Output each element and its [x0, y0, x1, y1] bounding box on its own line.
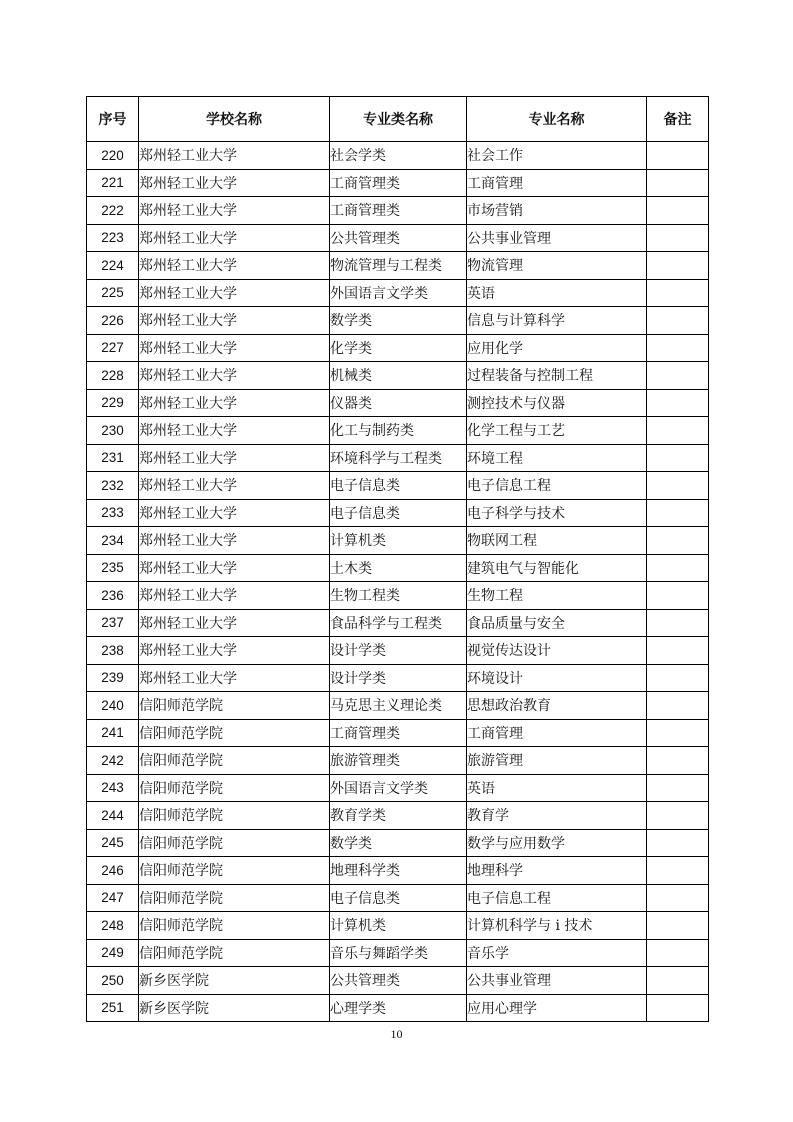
remarks-cell	[647, 802, 709, 830]
major-name-cell: 环境设计	[467, 664, 647, 692]
school-name-cell: 信阳师范学院	[139, 884, 330, 912]
header-major-category: 专业类名称	[330, 97, 467, 142]
table-row	[87, 719, 709, 747]
school-name-cell: 新乡医学院	[139, 967, 330, 995]
index-cell: 238	[87, 637, 139, 665]
remarks-cell	[647, 692, 709, 720]
major-category-cell: 计算机类	[330, 912, 467, 940]
remarks-cell	[647, 417, 709, 445]
table-row	[87, 637, 709, 665]
index-cell: 241	[87, 719, 139, 747]
major-category-cell: 心理学类	[330, 994, 467, 1022]
major-name-cell: 化学工程与工艺	[467, 417, 647, 445]
major-name-cell: 英语	[467, 774, 647, 802]
index-cell: 239	[87, 664, 139, 692]
table-row	[87, 279, 709, 307]
remarks-cell	[647, 307, 709, 335]
remarks-cell	[647, 747, 709, 775]
remarks-cell	[647, 719, 709, 747]
table-row	[87, 444, 709, 472]
index-cell: 237	[87, 609, 139, 637]
index-cell: 243	[87, 774, 139, 802]
table-row	[87, 334, 709, 362]
remarks-cell	[647, 362, 709, 390]
index-cell: 220	[87, 142, 139, 170]
remarks-cell	[647, 967, 709, 995]
major-category-cell: 工商管理类	[330, 197, 467, 225]
school-name-cell: 郑州轻工业大学	[139, 197, 330, 225]
major-category-cell: 土木类	[330, 554, 467, 582]
remarks-cell	[647, 912, 709, 940]
major-name-cell: 电子信息工程	[467, 884, 647, 912]
major-name-cell: 公共事业管理	[467, 967, 647, 995]
major-category-cell: 数学类	[330, 829, 467, 857]
table-row	[87, 169, 709, 197]
school-name-cell: 郑州轻工业大学	[139, 169, 330, 197]
remarks-cell	[647, 197, 709, 225]
table-row	[87, 499, 709, 527]
major-name-cell: 电子科学与技术	[467, 499, 647, 527]
index-cell: 248	[87, 912, 139, 940]
index-cell: 227	[87, 334, 139, 362]
major-name-cell: 电子信息工程	[467, 472, 647, 500]
major-name-cell: 工商管理	[467, 719, 647, 747]
major-category-cell: 生物工程类	[330, 582, 467, 610]
major-category-cell: 工商管理类	[330, 169, 467, 197]
major-category-cell: 社会学类	[330, 142, 467, 170]
remarks-cell	[647, 444, 709, 472]
table-row	[87, 884, 709, 912]
remarks-cell	[647, 829, 709, 857]
school-name-cell: 信阳师范学院	[139, 857, 330, 885]
table-header-row	[87, 97, 709, 142]
header-major-name: 专业名称	[467, 97, 647, 142]
index-cell: 233	[87, 499, 139, 527]
table-row	[87, 857, 709, 885]
table-row	[87, 417, 709, 445]
major-name-cell: 环境工程	[467, 444, 647, 472]
remarks-cell	[647, 169, 709, 197]
major-name-cell: 建筑电气与智能化	[467, 554, 647, 582]
table-row	[87, 307, 709, 335]
table-row	[87, 472, 709, 500]
table-row	[87, 142, 709, 170]
index-cell: 236	[87, 582, 139, 610]
school-name-cell: 信阳师范学院	[139, 912, 330, 940]
table-row	[87, 362, 709, 390]
major-category-cell: 环境科学与工程类	[330, 444, 467, 472]
table-row	[87, 967, 709, 995]
remarks-cell	[647, 142, 709, 170]
remarks-cell	[647, 609, 709, 637]
school-name-cell: 郑州轻工业大学	[139, 554, 330, 582]
major-category-cell: 食品科学与工程类	[330, 609, 467, 637]
remarks-cell	[647, 664, 709, 692]
major-category-cell: 机械类	[330, 362, 467, 390]
school-name-cell: 郑州轻工业大学	[139, 444, 330, 472]
school-name-cell: 信阳师范学院	[139, 829, 330, 857]
page-number: 10	[390, 1027, 403, 1041]
remarks-cell	[647, 857, 709, 885]
school-name-cell: 郑州轻工业大学	[139, 527, 330, 555]
remarks-cell	[647, 527, 709, 555]
table-body	[87, 142, 709, 1022]
school-name-cell: 郑州轻工业大学	[139, 307, 330, 335]
table-row	[87, 554, 709, 582]
school-name-cell: 郑州轻工业大学	[139, 637, 330, 665]
table-row	[87, 527, 709, 555]
table-row	[87, 774, 709, 802]
index-cell: 221	[87, 169, 139, 197]
table-row	[87, 912, 709, 940]
school-name-cell: 郑州轻工业大学	[139, 582, 330, 610]
index-cell: 232	[87, 472, 139, 500]
major-name-cell: 英语	[467, 279, 647, 307]
major-category-cell: 音乐与舞蹈学类	[330, 939, 467, 967]
major-category-cell: 工商管理类	[330, 719, 467, 747]
table-row	[87, 224, 709, 252]
table-row	[87, 197, 709, 225]
major-category-cell: 设计学类	[330, 664, 467, 692]
major-name-cell: 音乐学	[467, 939, 647, 967]
remarks-cell	[647, 582, 709, 610]
school-name-cell: 郑州轻工业大学	[139, 472, 330, 500]
major-name-cell: 物联网工程	[467, 527, 647, 555]
index-cell: 223	[87, 224, 139, 252]
table-row	[87, 609, 709, 637]
major-category-cell: 电子信息类	[330, 884, 467, 912]
index-cell: 250	[87, 967, 139, 995]
major-name-cell: 计算机科学与 i 技术	[467, 912, 647, 940]
index-cell: 234	[87, 527, 139, 555]
major-name-cell: 工商管理	[467, 169, 647, 197]
major-name-cell: 物流管理	[467, 252, 647, 280]
index-cell: 235	[87, 554, 139, 582]
major-category-cell: 公共管理类	[330, 967, 467, 995]
remarks-cell	[647, 252, 709, 280]
table-row	[87, 802, 709, 830]
table-row	[87, 829, 709, 857]
remarks-cell	[647, 637, 709, 665]
school-name-cell: 新乡医学院	[139, 994, 330, 1022]
major-category-cell: 外国语言文学类	[330, 774, 467, 802]
major-name-cell: 应用心理学	[467, 994, 647, 1022]
table-row	[87, 582, 709, 610]
school-name-cell: 信阳师范学院	[139, 939, 330, 967]
remarks-cell	[647, 279, 709, 307]
major-name-cell: 市场营销	[467, 197, 647, 225]
school-name-cell: 郑州轻工业大学	[139, 664, 330, 692]
index-cell: 229	[87, 389, 139, 417]
major-category-cell: 仪器类	[330, 389, 467, 417]
index-cell: 247	[87, 884, 139, 912]
school-name-cell: 信阳师范学院	[139, 774, 330, 802]
index-cell: 240	[87, 692, 139, 720]
major-category-cell: 化学类	[330, 334, 467, 362]
remarks-cell	[647, 554, 709, 582]
index-cell: 230	[87, 417, 139, 445]
major-name-cell: 旅游管理	[467, 747, 647, 775]
major-name-cell: 视觉传达设计	[467, 637, 647, 665]
school-name-cell: 郑州轻工业大学	[139, 389, 330, 417]
table-row	[87, 994, 709, 1022]
index-cell: 225	[87, 279, 139, 307]
school-name-cell: 郑州轻工业大学	[139, 499, 330, 527]
index-cell: 226	[87, 307, 139, 335]
majors-table	[86, 96, 709, 1022]
major-name-cell: 社会工作	[467, 142, 647, 170]
index-cell: 245	[87, 829, 139, 857]
major-category-cell: 数学类	[330, 307, 467, 335]
index-cell: 228	[87, 362, 139, 390]
table-row	[87, 664, 709, 692]
header-remarks: 备注	[647, 97, 709, 142]
remarks-cell	[647, 994, 709, 1022]
school-name-cell: 信阳师范学院	[139, 719, 330, 747]
school-name-cell: 郑州轻工业大学	[139, 252, 330, 280]
major-name-cell: 生物工程	[467, 582, 647, 610]
major-category-cell: 电子信息类	[330, 472, 467, 500]
major-name-cell: 数学与应用数学	[467, 829, 647, 857]
major-name-cell: 信息与计算科学	[467, 307, 647, 335]
index-cell: 224	[87, 252, 139, 280]
index-cell: 242	[87, 747, 139, 775]
major-category-cell: 教育学类	[330, 802, 467, 830]
table-row	[87, 747, 709, 775]
major-name-cell: 过程装备与控制工程	[467, 362, 647, 390]
table-row	[87, 692, 709, 720]
remarks-cell	[647, 334, 709, 362]
school-name-cell: 信阳师范学院	[139, 802, 330, 830]
major-category-cell: 物流管理与工程类	[330, 252, 467, 280]
table-row	[87, 939, 709, 967]
major-name-cell: 测控技术与仪器	[467, 389, 647, 417]
index-cell: 249	[87, 939, 139, 967]
school-name-cell: 郑州轻工业大学	[139, 142, 330, 170]
remarks-cell	[647, 224, 709, 252]
major-category-cell: 化工与制药类	[330, 417, 467, 445]
school-name-cell: 郑州轻工业大学	[139, 417, 330, 445]
header-index: 序号	[87, 97, 139, 142]
remarks-cell	[647, 499, 709, 527]
school-name-cell: 郑州轻工业大学	[139, 224, 330, 252]
school-name-cell: 郑州轻工业大学	[139, 334, 330, 362]
school-name-cell: 郑州轻工业大学	[139, 609, 330, 637]
school-name-cell: 信阳师范学院	[139, 747, 330, 775]
major-category-cell: 公共管理类	[330, 224, 467, 252]
table-row	[87, 389, 709, 417]
major-name-cell: 教育学	[467, 802, 647, 830]
school-name-cell: 信阳师范学院	[139, 692, 330, 720]
table-row	[87, 252, 709, 280]
remarks-cell	[647, 774, 709, 802]
school-name-cell: 郑州轻工业大学	[139, 279, 330, 307]
major-category-cell: 旅游管理类	[330, 747, 467, 775]
major-name-cell: 食品质量与安全	[467, 609, 647, 637]
major-category-cell: 地理科学类	[330, 857, 467, 885]
index-cell: 222	[87, 197, 139, 225]
major-name-cell: 公共事业管理	[467, 224, 647, 252]
major-category-cell: 外国语言文学类	[330, 279, 467, 307]
remarks-cell	[647, 884, 709, 912]
major-name-cell: 思想政治教育	[467, 692, 647, 720]
remarks-cell	[647, 472, 709, 500]
index-cell: 244	[87, 802, 139, 830]
index-cell: 246	[87, 857, 139, 885]
header-school-name: 学校名称	[139, 97, 330, 142]
major-category-cell: 电子信息类	[330, 499, 467, 527]
remarks-cell	[647, 939, 709, 967]
major-category-cell: 计算机类	[330, 527, 467, 555]
index-cell: 231	[87, 444, 139, 472]
major-category-cell: 设计学类	[330, 637, 467, 665]
remarks-cell	[647, 389, 709, 417]
major-name-cell: 应用化学	[467, 334, 647, 362]
index-cell: 251	[87, 994, 139, 1022]
school-name-cell: 郑州轻工业大学	[139, 362, 330, 390]
major-name-cell: 地理科学	[467, 857, 647, 885]
major-category-cell: 马克思主义理论类	[330, 692, 467, 720]
